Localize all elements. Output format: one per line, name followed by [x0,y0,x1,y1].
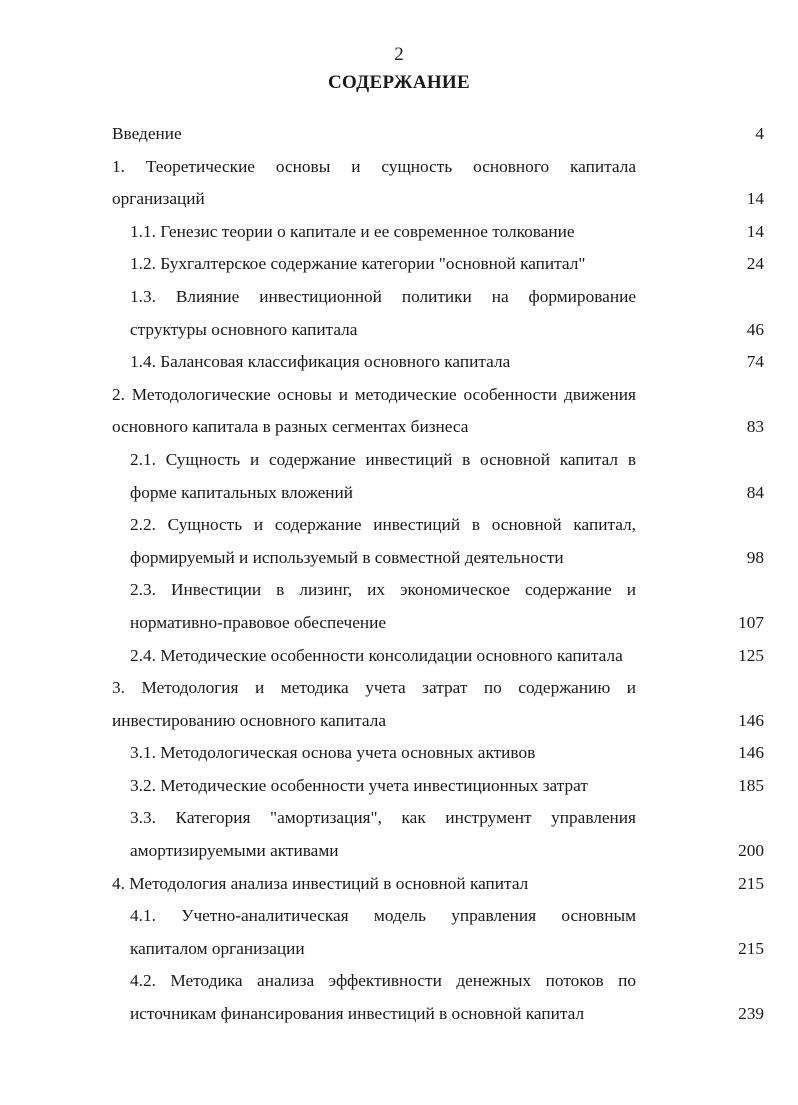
toc-entry-title [112,868,724,901]
toc-entry [112,640,764,673]
toc-entry-title [112,672,724,737]
toc-entry [112,802,764,867]
toc-entry-page: 215 [738,873,764,893]
toc-entry-line: 2.1. Сущность и содержание инвестиций в основной капитал в [130,449,636,469]
toc-entry-line: 3.3. Категория "амортизация", как инструмент управления [130,808,636,828]
toc-entry-line: 1.3. Влияние инвестиционной политики на формирование [130,286,636,306]
toc-entry [112,574,764,639]
toc-entry-page: 239 [738,1004,764,1024]
toc-entry-line: 2.2. Сущность и содержание инвестиций в основной капитал, [130,515,636,535]
toc-entry-title [112,248,724,281]
toc-entry [112,281,764,346]
toc-entry-line: 1.1. Генезис теории о капитале и ее современное толкование [130,221,575,241]
table-of-contents [112,118,764,1031]
toc-entry-title [112,965,724,1030]
toc-entry-line: нормативно-правовое обеспечение [130,612,387,632]
toc-entry-line: Введение [112,124,182,143]
toc-entry-page: 83 [746,417,764,437]
page-number: 2 [394,44,404,65]
toc-entry-line: структуры основного капитала [130,319,358,339]
toc-entry-line: амортизируемыми активами [130,841,339,861]
toc-entry [112,900,764,965]
toc-entry [112,346,764,379]
toc-entry-title [112,281,724,346]
toc-entry-title [112,444,724,509]
toc-entry-line: 1.2. Бухгалтерское содержание категории "основной капитал" [130,254,586,274]
toc-entry-title [112,151,724,216]
toc-entry-line: инвестированию основного капитала [112,710,386,730]
toc-entry [112,248,764,281]
toc-entry-line: 3.2. Методические особенности учета инвестиционных затрат [130,775,588,795]
toc-entry-line: источникам финансирования инвестиций в основной капитал [130,1004,585,1024]
toc-entry [112,509,764,574]
toc-entry [112,444,764,509]
toc-entry-line: 4.1. Учетно-аналитическая модель управления основным [130,906,636,926]
toc-entry-page: 46 [746,319,764,339]
toc-entry-title [112,737,724,770]
toc-entry [112,770,764,803]
toc-entry-title [112,900,724,965]
toc-entry-page: 146 [738,710,764,730]
toc-entry-line: 4. Методология анализа инвестиций в основной капитал [112,873,529,893]
toc-entry-page: 14 [746,189,764,209]
toc-entry [112,737,764,770]
toc-entry-line: 2.3. Инвестиции в лизинг, их экономическое содержание и [130,580,636,600]
toc-entry-page: 74 [746,352,764,372]
toc-entry-page: 200 [738,841,764,861]
toc-entry [112,216,764,249]
toc-entry-page: 185 [738,775,764,795]
toc-title: СОДЕРЖАНИЕ [328,72,470,93]
toc-entry-title [112,640,724,673]
toc-entry-line: 2.4. Методические особенности консолидации основного капитала [130,645,623,665]
toc-entry-line: 2. Методологические основы и методические особенности движения [112,384,636,404]
toc-entry-title [112,216,724,249]
toc-entry-line: организаций [112,189,205,209]
toc-entry [112,868,764,901]
toc-entry [112,379,764,444]
toc-entry-line: формируемый и используемый в совместной деятельности [130,547,564,567]
toc-entry-line: 3.1. Методологическая основа учета основных активов [130,743,536,763]
toc-entry-title [112,770,724,803]
toc-entry-line: форме капитальных вложений [130,482,354,502]
toc-entry [112,965,764,1030]
toc-entry-title [112,574,724,639]
toc-entry-line: капиталом организации [130,938,305,958]
toc-entry-page: 146 [738,743,764,763]
toc-entry-page: 4 [755,124,764,143]
toc-entry-title [112,509,724,574]
toc-entry-line: основного капитала в разных сегментах бизнеса [112,417,469,437]
toc-entry-line: 4.2. Методика анализа эффективности денежных потоков по [130,971,636,991]
toc-entry-line: 1.4. Балансовая классификация основного капитала [130,352,511,372]
toc-entry-title [112,118,724,151]
toc-entry-line: 1. Теоретические основы и сущность основного капитала [112,156,636,176]
toc-entry-title [112,379,724,444]
toc-entry-line: 3. Методология и методика учета затрат по содержанию и [112,678,636,698]
toc-entry-page: 125 [738,645,764,665]
toc-entry [112,118,764,151]
toc-entry-page: 215 [738,938,764,958]
toc-entry-title [112,802,724,867]
toc-entry-page: 107 [738,612,764,632]
toc-entry-page: 84 [746,482,764,502]
toc-entry-page: 14 [746,221,764,241]
toc-entry-title [112,346,724,379]
toc-entry-page: 98 [746,547,764,567]
toc-entry [112,672,764,737]
toc-entry-page: 24 [746,254,764,274]
toc-entry [112,151,764,216]
